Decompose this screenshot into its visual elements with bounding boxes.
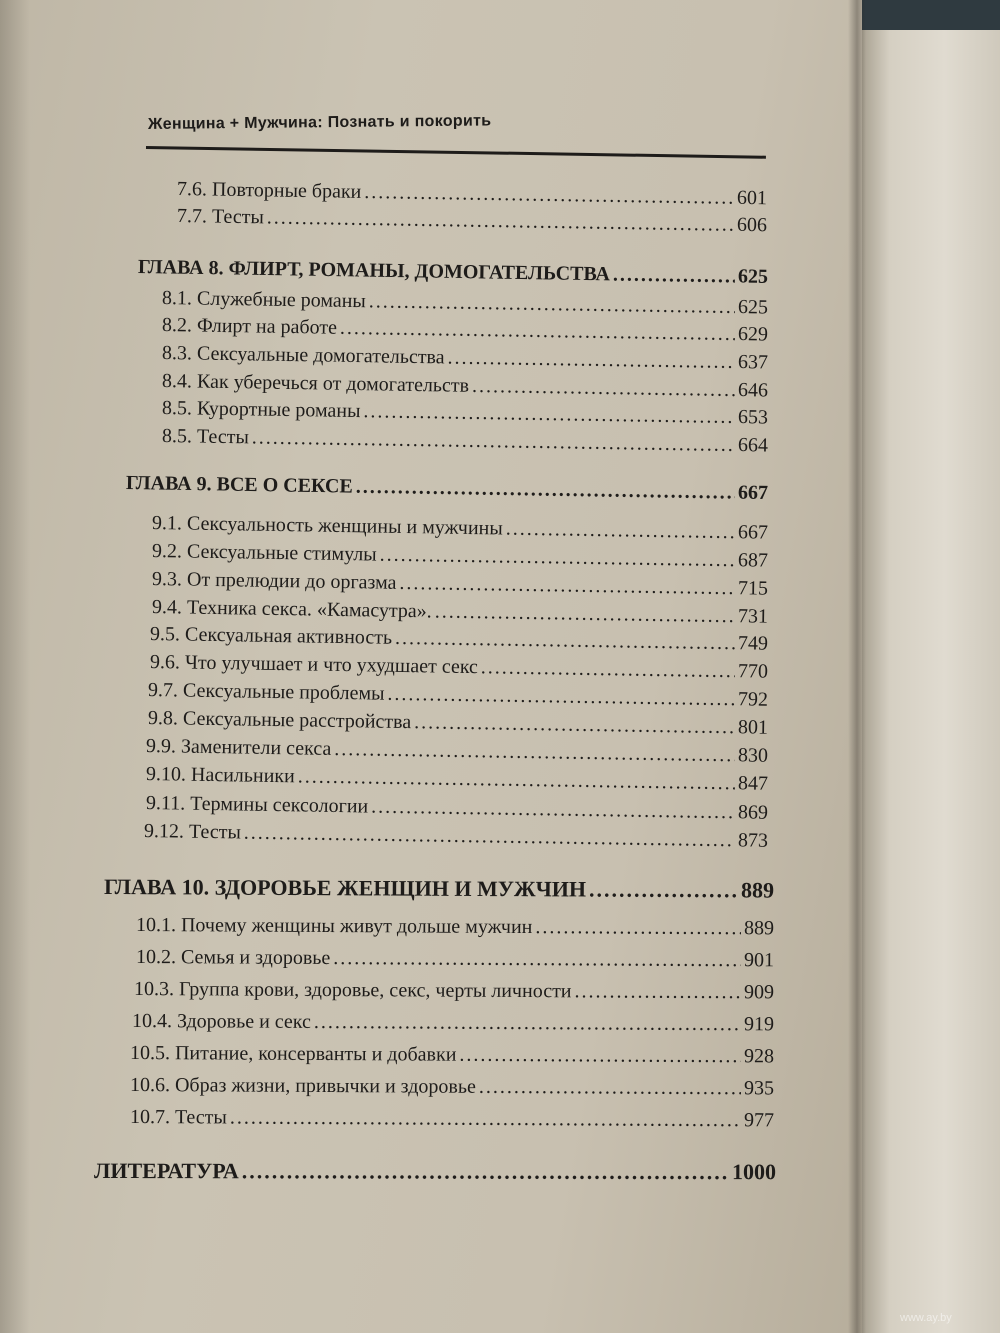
leader-dots <box>472 375 735 402</box>
leader-dots <box>230 1107 741 1133</box>
toc-entry-title: 9.10. Насильники <box>145 763 295 788</box>
toc-entry-title: 9.2. Сексуальные стимулы <box>151 540 377 566</box>
leader-dots <box>447 346 735 374</box>
toc-entry-page: 629 <box>737 323 769 346</box>
toc-entry-title: 7.6. Повторные браки <box>176 178 362 203</box>
toc-entry-page: 664 <box>737 434 769 457</box>
toc-chapter <box>94 1158 776 1185</box>
toc-entry-page: 715 <box>737 577 769 600</box>
toc-entry-page: 801 <box>737 716 769 739</box>
toc-entry-page: 935 <box>743 1077 775 1100</box>
toc-entry-page: 901 <box>743 949 775 972</box>
toc-entry-page: 625 <box>737 265 769 288</box>
toc-entry-page: 770 <box>737 660 769 683</box>
toc-entry <box>132 1010 774 1036</box>
toc-entry-page: 928 <box>743 1045 775 1068</box>
toc-entry <box>130 1074 774 1100</box>
toc-entry-page: 667 <box>737 481 769 505</box>
leader-dots <box>314 1011 741 1036</box>
toc-entry-page: 625 <box>737 296 769 319</box>
leader-dots <box>613 263 735 288</box>
toc-entry-title: 9.12. Тесты <box>143 820 242 844</box>
toc-chapter <box>104 874 774 904</box>
toc-entry-page: 830 <box>737 744 769 767</box>
toc-entry-title: 10.3. Группа крови, здоровье, секс, черты личности <box>133 978 572 1003</box>
page-gutter-shadow <box>0 0 30 1333</box>
toc-entry <box>130 1106 774 1132</box>
toc-entry-title: 8.1. Служебные романы <box>161 287 366 313</box>
toc-entry-page: 653 <box>737 406 769 429</box>
toc-entry-title: 9.5. Сексуальная активность <box>149 623 393 649</box>
toc-entry-page: 889 <box>743 917 775 940</box>
running-head: Женщина + Мужчина: Познать и покорить <box>147 112 492 133</box>
toc-entry-title: 9.8. Сексуальные расстройства <box>147 707 412 734</box>
toc-entry-page: 977 <box>743 1109 775 1132</box>
toc-entry-title: 9.7. Сексуальные проблемы <box>147 679 385 705</box>
toc-entry-page: 687 <box>737 549 769 572</box>
toc-entry-page: 909 <box>743 981 775 1004</box>
toc-entry-title: ГЛАВА 9. ВСЕ О СЕКСЕ <box>125 472 353 498</box>
leader-dots <box>459 1044 741 1068</box>
leader-dots <box>333 947 741 972</box>
toc-entry-title: ЛИТЕРАТУРА <box>93 1158 239 1184</box>
toc-entry-page: 873 <box>737 829 769 852</box>
toc-entry-title: 9.4. Техника секса. «Камасутра». <box>151 596 432 623</box>
leader-dots <box>574 980 741 1004</box>
toc-entry-title: 7.7. Тесты <box>176 205 265 229</box>
toc-entry-title: 10.6. Образ жизни, привычки и здоровье <box>129 1074 476 1098</box>
toc-entry-title: 9.6. Что улучшает и что ухудшает секс <box>149 651 479 679</box>
toc-entry-title: ГЛАВА 8. ФЛИРТ, РОМАНЫ, ДОМОГАТЕЛЬСТВА <box>137 256 611 286</box>
toc-entry <box>130 1042 774 1068</box>
toc-entry-title: 8.3. Сексуальные домогательства <box>161 342 445 369</box>
toc-entry-title: 10.7. Тесты <box>129 1106 227 1129</box>
toc-entry-page: 646 <box>737 379 769 402</box>
toc-entry <box>134 978 774 1004</box>
toc-entry <box>136 914 774 940</box>
leader-dots <box>435 600 736 628</box>
leader-dots <box>535 916 741 940</box>
toc-entry-page: 919 <box>743 1013 775 1036</box>
toc-entry-title: 10.2. Семья и здоровье <box>135 946 331 970</box>
toc-entry-page: 1000 <box>731 1159 777 1185</box>
toc-entry-page: 606 <box>736 213 768 237</box>
toc-entry-page: 667 <box>737 521 769 544</box>
toc-entry-title: 10.4. Здоровье и секс <box>131 1010 311 1033</box>
toc-entry-title: 8.2. Флирт на работе <box>161 314 338 339</box>
toc-entry-page: 749 <box>737 632 769 655</box>
toc-entry-page: 792 <box>737 688 769 711</box>
toc-entry-page: 731 <box>737 605 769 628</box>
toc-entry-title: ГЛАВА 10. ЗДОРОВЬЕ ЖЕНЩИН И МУЖЧИН <box>103 874 587 902</box>
leader-dots <box>589 877 738 904</box>
leader-dots <box>506 518 736 545</box>
toc-entry-title: 10.1. Почему женщины живут дольше мужчин <box>135 914 533 939</box>
leader-dots <box>242 1158 729 1185</box>
toc-entry-title: 8.5. Курортные романы <box>161 397 361 423</box>
toc-entry-title: 9.3. От прелюдии до оргазма <box>151 568 397 594</box>
page-edge-shadow <box>848 0 866 1333</box>
leader-dots <box>481 656 735 683</box>
toc-entry-title: 8.4. Как уберечься от домогательств <box>161 370 470 397</box>
toc-entry-title: 8.5. Тесты <box>161 425 250 449</box>
toc-entry <box>136 946 774 972</box>
toc-entry-title: 9.9. Заменители секса <box>145 735 332 760</box>
toc-entry-page: 889 <box>740 877 775 903</box>
toc-entry-page: 637 <box>737 351 769 374</box>
toc-entry-page: 869 <box>737 801 769 824</box>
next-page-edge <box>862 30 1000 1333</box>
leader-dots <box>479 1076 741 1100</box>
toc-entry-page: 847 <box>737 772 769 795</box>
toc-entry-title: 9.1. Сексуальность женщины и мужчины <box>151 512 503 540</box>
toc-entry-title: 10.5. Питание, консерванты и добавки <box>129 1042 457 1066</box>
toc-entry-title: 9.11. Термины сексологии <box>145 792 369 818</box>
toc-entry-page: 601 <box>736 186 768 210</box>
watermark: www.ay.by <box>900 1312 952 1324</box>
